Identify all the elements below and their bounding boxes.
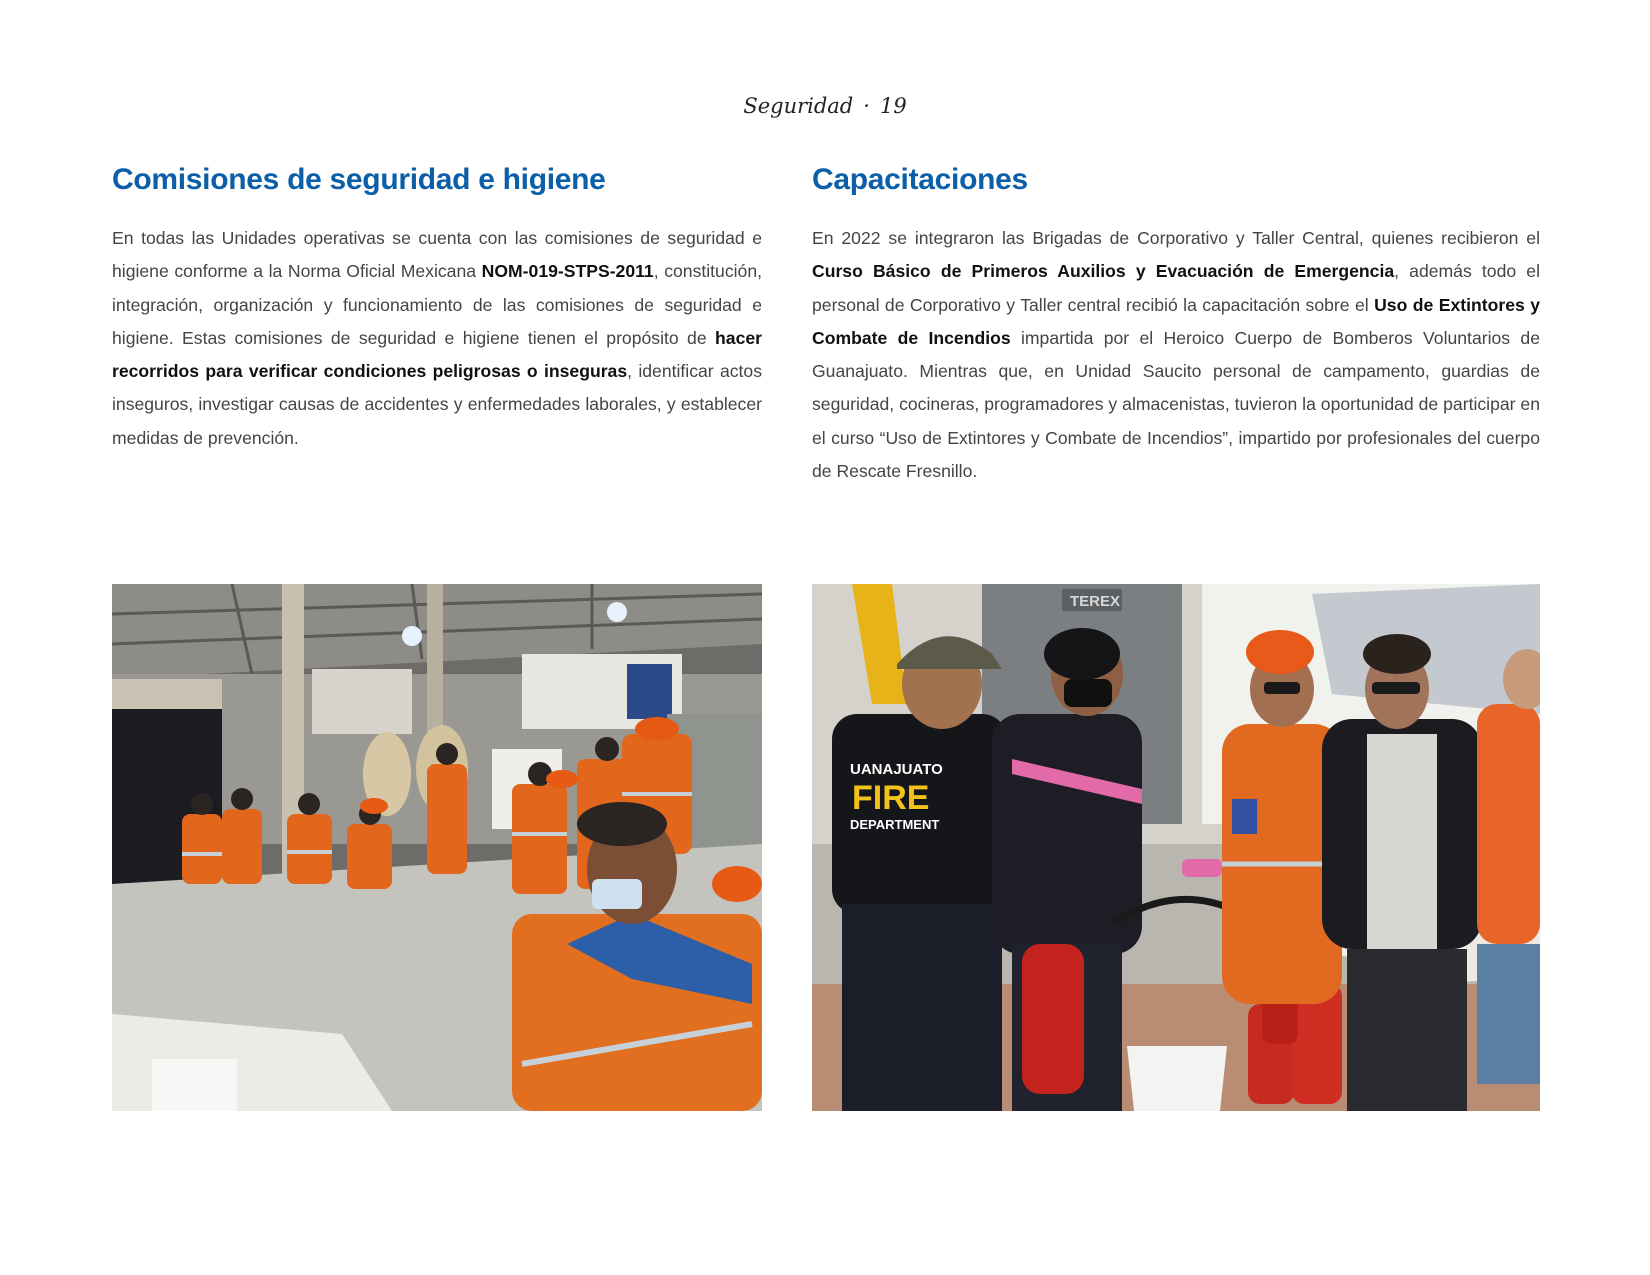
- terex-brand-label: TEREX: [1070, 593, 1121, 610]
- shirt-text-line1: UANAJUATO: [850, 761, 943, 778]
- fire-training-illustration: [812, 584, 1540, 1111]
- capacitaciones-text-3: impartida por el Heroico Cuerpo de Bomberos Voluntarios de Guanajuato. Mientras que, en Unidad Saucito personal de campamento, guardias de seguridad, cocineras, programadores y almacenistas, tuvieron la oportunidad de participar en el curso “Uso de Extintores y Combate de Incendios”, impartido por profesionales del cuerpo de Rescate Fresnillo.: [812, 327, 1540, 482]
- photo-workers-meeting: [112, 584, 762, 1111]
- comisiones-paragraph: [112, 222, 762, 455]
- capacitaciones-text-1: En 2022 se integraron las Brigadas de Corporativo y Taller Central, quienes recibieron el: [812, 228, 1540, 248]
- comisiones-text-3: , identificar actos inseguros, investigar causas de accidentes y enfermedades laborales, y establecer medidas de prevención.: [112, 361, 763, 448]
- capacitaciones-paragraph: [812, 222, 1540, 488]
- left-column: [112, 163, 762, 455]
- comisiones-text-2: , constitución, integración, organización y funcionamiento de las comisiones de seguridad e higiene. Estas comisiones de seguridad e higiene tienen el propósito de: [112, 261, 763, 348]
- section-title-comisiones: Comisiones de seguridad e higiene: [112, 163, 606, 196]
- capacitaciones-bold-curso: Curso Básico de Primeros Auxilios y Evacuación de Emergencia: [812, 261, 1395, 282]
- shirt-text-line2: FIRE: [852, 779, 930, 817]
- section-title-capacitaciones: Capacitaciones: [812, 163, 1028, 196]
- photo-fire-extinguisher-training: [812, 584, 1540, 1111]
- comisiones-bold-recorridos: hacer recorridos para verificar condiciones peligrosas o inseguras: [112, 327, 762, 382]
- header-separator: ·: [863, 94, 870, 118]
- comisiones-bold-norma: NOM-019-STPS-2011: [481, 261, 654, 282]
- page-number: 19: [879, 94, 907, 118]
- comisiones-text-1: En todas las Unidades operativas se cuenta con las comisiones de seguridad e higiene conforme a la Norma Oficial Mexicana: [112, 228, 762, 282]
- running-header: [0, 94, 1650, 118]
- section-name: Seguridad: [743, 94, 854, 118]
- workers-meeting-illustration: [112, 584, 762, 1111]
- capacitaciones-bold-extintores: Uso de Extintores y Combate de Incendios: [812, 294, 1540, 348]
- shirt-text-line3: DEPARTMENT: [850, 817, 940, 832]
- right-column: [812, 163, 1540, 488]
- capacitaciones-text-2: , además todo el personal de Corporativo y Taller central recibió la capacitación sobre el: [812, 261, 1540, 315]
